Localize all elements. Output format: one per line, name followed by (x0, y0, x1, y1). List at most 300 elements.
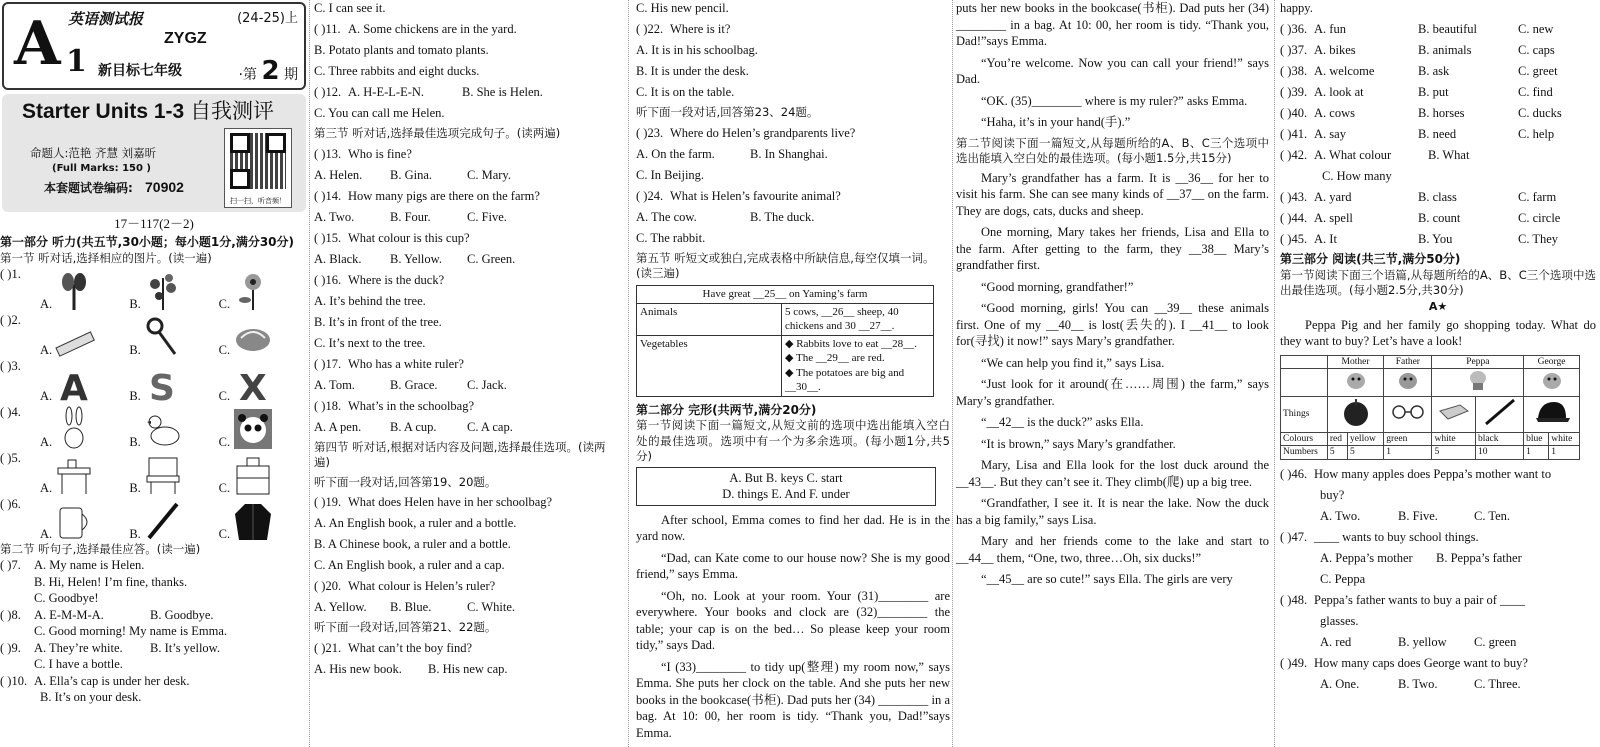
text-line: C. Three rabbits and eight ducks. (314, 64, 480, 78)
number-cell: 10 (1475, 446, 1523, 460)
passage-a-intro: Peppa Pig and her family go shopping today. What do they want to buy? Let’s have a look! (1280, 317, 1596, 349)
text-line: C. help (1518, 127, 1555, 141)
cloze-question-42 (1280, 147, 1596, 189)
text-line: B. What (1428, 148, 1470, 162)
issue-number: 2 (261, 56, 280, 86)
question-11 (314, 21, 620, 84)
picture-option[interactable] (219, 316, 308, 358)
text-line: A. Tom. (314, 377, 355, 392)
text-line: C. A cap. (467, 419, 513, 434)
number-cell: 5 (1327, 446, 1347, 460)
text-line: ( )19. (314, 495, 342, 510)
word-bank-line: A. But B. keys C. start (729, 470, 843, 485)
text-line: A. It (1314, 232, 1337, 246)
text-line: A. They’re white. (34, 640, 123, 655)
farm-table-head: Have great __25__ on Yaming’s farm (637, 286, 934, 304)
part3-sec1-title: 第一节阅读下面三个语篇,从每题所给的A、B、C三个选项中选出最佳选项。(每小题2.5分,共30分) (1280, 267, 1596, 297)
reading-question-48 (1280, 592, 1596, 655)
eraser-icon (1432, 396, 1476, 432)
cloze-question-45 (1280, 231, 1596, 252)
colours-label: Colours (1281, 432, 1328, 446)
text-line: ____ wants to buy school things. (1314, 529, 1479, 544)
passage1-paragraph: “I (33)________ to tidy up(整理) my room now,” says Emma. She puts her clock on the table. And she puts her new books in the bookcase(书柜). Dad puts her (34) ________ in a bag. At 10: 00, her room is tidy. “Thank you, Dad!”says Emma. (636, 659, 950, 740)
text-line: B. class (1418, 190, 1457, 204)
question-13 (314, 146, 620, 188)
passage2-paragraph: “Just look for it around(在……周围) the farm,” says Mary’s grandfather. (956, 377, 1269, 408)
table-cell (1281, 355, 1328, 369)
text-line: ( )41. (1280, 127, 1308, 141)
text-line: B. A Chinese book, a ruler and a bottle. (314, 537, 511, 552)
picture-question-5 (0, 450, 308, 496)
text-line: C. Peppa (1320, 571, 1366, 586)
option-label: C. (218, 526, 231, 541)
picture-option[interactable] (219, 500, 308, 542)
text-line: ( )17. (314, 356, 342, 371)
question-8 (0, 607, 308, 640)
text-line: A. bikes (1314, 43, 1356, 57)
test-title-cn: 自我测评 (190, 99, 275, 123)
passage1-paragraph-cont: puts her new books in the bookcase(书柜). Dad puts her (34) ________ in a bag. At 10: 00, her room is tidy. “Thank you, Dad!”says Emma. (956, 1, 1269, 48)
text-line: A. Helen. (314, 167, 363, 182)
text-line: B. His new cap. (428, 661, 508, 676)
farm-row-label: Animals (637, 303, 782, 335)
text-line: C. greet (1518, 64, 1558, 78)
paper-name: 英语测试报 (68, 10, 144, 28)
svg-text:X: X (238, 368, 267, 410)
passage2-paragraph: “Good morning, girls! You can __39__ these animals first. One of my __40__ is lost(丢失的). I __41__ to look for(寻找) it now!” says Mary’s grandfather. (956, 301, 1269, 349)
text-line: A. look at (1314, 85, 1364, 99)
text-line: ( )24. (636, 188, 664, 203)
reading-question-46 (1280, 466, 1596, 529)
picture-option[interactable] (129, 454, 218, 496)
svg-text:S: S (149, 368, 176, 410)
text-line: A. Black. (314, 251, 362, 266)
question-12 (314, 84, 620, 126)
picture-option[interactable] (219, 270, 308, 312)
picture-option[interactable] (40, 316, 129, 358)
newspaper-header (2, 2, 306, 90)
text-line: How many caps does George want to buy? (1314, 655, 1528, 670)
text-line: ( )15. (314, 230, 342, 245)
text-line: ( )42. (1280, 148, 1308, 162)
passage2-tail: happy. (1280, 1, 1313, 15)
option-label: B. (129, 296, 141, 311)
text-line: B. Gina. (390, 167, 433, 182)
text-line: C. circle (1518, 211, 1561, 225)
passage-a-label: A★ (1428, 300, 1448, 314)
colour-cell: blue (1524, 432, 1549, 446)
picture-option[interactable] (129, 408, 218, 450)
term-label: (24-25)上 (237, 11, 298, 26)
number-cell: 5 (1432, 446, 1476, 460)
dialogue-3-note: 听下面一段对话,回答第23、24题。 (636, 105, 819, 119)
text-line: C. Five. (467, 209, 507, 224)
cloze-question-44 (1280, 210, 1596, 231)
text-line: Who is fine? (348, 146, 412, 161)
text-line: C. Three. (1474, 676, 1521, 691)
text-line: A. yard (1314, 190, 1352, 204)
text-line: B. She is Helen. (462, 85, 543, 99)
question-9 (0, 640, 308, 673)
passage1-paragraph: “Oh, no. Look at your room. Your (31)________ are everywhere. Your books and clock are (32)________ the table; your cap is on the bed… So please keep your room tidy,” says Dad. (636, 588, 950, 653)
text-line: ( )40. (1280, 106, 1308, 120)
reading-questions (1280, 466, 1596, 697)
text-line: C. An English book, a ruler and a cap. (314, 558, 505, 573)
column-4 (956, 0, 1269, 747)
text-line: B. Four. (390, 209, 431, 224)
text-line: What colour is this cup? (348, 230, 470, 245)
text-line: ( )36. (1280, 22, 1308, 36)
farm-row-label: Vegetables (637, 335, 782, 396)
drawer-icon (233, 454, 273, 496)
part1-title: 第一部分 听力(共五节,30小题；每小题1分,满分30分) (0, 235, 295, 250)
option-label: A. (40, 480, 53, 495)
option-label: B. (129, 388, 141, 403)
text-line: C. White. (467, 600, 516, 615)
part3-title: 第三部分 阅读(共三节,满分50分) (1280, 252, 1461, 266)
part1-sec4-title: 第四节 听对话,根据对话内容及问题,选择最佳选项。(读两遍) (314, 439, 606, 469)
text-line: B. horses (1418, 106, 1465, 120)
paper-code: ZYGZ (164, 30, 207, 47)
text-line: ( )21. (314, 640, 342, 655)
column-5 (1280, 0, 1596, 747)
logo-letter: A (14, 9, 61, 79)
picture-question-6 (0, 496, 308, 542)
shopping-table (1280, 355, 1580, 460)
picture-option[interactable] (40, 270, 129, 312)
text-line: Where do Helen’s grandparents live? (670, 125, 856, 140)
text-line: How many apples does Peppa’s mother want to (1314, 466, 1552, 481)
text-line: A. A pen. (314, 419, 362, 434)
text-line: C. His new pencil. (636, 1, 729, 15)
text-line: ( )44. (1280, 211, 1308, 225)
colour-cell: white (1549, 432, 1580, 446)
text-line: B. need (1418, 127, 1457, 141)
text-line: ( )13. (314, 146, 342, 161)
reading-question-47 (1280, 529, 1596, 592)
passage2-paragraph: “It is brown,” says Mary’s grandfather. (981, 436, 1176, 451)
test-title-box (2, 94, 306, 212)
text-line: ( )48. (1280, 592, 1308, 607)
text-line: What does Helen have in her schoolbag? (348, 495, 553, 510)
part1-sec5-title: 第五节 听短文或独白,完成表格中所缺信息,每空仅填一词。(读三遍) (636, 250, 935, 280)
picture-question-4 (0, 404, 308, 450)
picture-option[interactable] (218, 362, 308, 410)
text-line: C. I have a bottle. (34, 657, 123, 672)
text-line: C. Good morning! My name is Emma. (34, 624, 228, 639)
number-cell: 1 (1549, 446, 1580, 460)
pen-icon (143, 500, 183, 542)
reading-question-49 (1280, 655, 1596, 697)
text-line: A. Two. (1320, 508, 1361, 523)
picture-question-3 (0, 358, 308, 410)
passage1-paragraph: After school, Emma comes to find her dad. He is in the yard now. (636, 512, 950, 544)
member-header: Father (1384, 355, 1432, 369)
letter-a-icon (54, 362, 94, 410)
cloze-question-39 (1280, 84, 1596, 105)
text-line: ( )43. (1280, 190, 1308, 204)
text-line: C. In Beijing. (636, 167, 705, 182)
text-line: B. put (1418, 85, 1449, 99)
picture-option[interactable] (129, 316, 218, 358)
text-line: C. They (1518, 232, 1559, 246)
part2-sec2-title: 第二节阅读下面一篇短文,从每题所给的A、B、C三个选项中选出能填入空白处的最佳选项。(每小题1.5分,共15分) (956, 135, 1269, 165)
passage2-paragraph: Mary, Lisa and Ella look for the lost duck around the __43__. But they can’t see it. They climb(爬) up a big tree. (956, 458, 1269, 489)
authors: 命题人:范艳 齐慧 刘嘉昕 (30, 146, 157, 160)
colour-cell: white (1432, 432, 1476, 446)
question-number: ( )4. (0, 405, 21, 420)
sec3-questions (314, 146, 620, 272)
passage2-paragraph: Mary’s grandfather has a farm. It is __36__ for her to visit his farm. She can see many kinds of __37__ on the farm. They are dogs, cats, ducks and sheep. (956, 170, 1269, 218)
text-line: C. new (1518, 22, 1554, 36)
text-line: Where is the duck? (348, 272, 445, 287)
option-label: A. (40, 526, 53, 541)
text-line: C. It is on the table. (636, 85, 735, 99)
ruler-icon (54, 316, 94, 358)
picture-option[interactable] (40, 500, 129, 542)
cloze-question-43 (1280, 189, 1596, 210)
question-16 (314, 272, 620, 356)
colour-cell: red (1327, 432, 1347, 446)
word-bank-box (636, 467, 936, 506)
text-line: A. What colour (1314, 148, 1392, 162)
text-line: A. spell (1314, 211, 1353, 225)
text-line: C. Jack. (467, 377, 507, 392)
text-line: ( )22. (636, 22, 664, 36)
text-line: ( )7. (0, 558, 21, 573)
pig-peppa-icon (1432, 369, 1524, 397)
text-line: A. E-M-M-A. (34, 607, 104, 622)
option-label: A. (40, 296, 53, 311)
picture-option[interactable] (40, 408, 129, 450)
text-line: ( )46. (1280, 466, 1308, 481)
text-line: B. The duck. (750, 209, 815, 224)
colour-cell: black (1475, 432, 1523, 446)
picture-option[interactable] (219, 408, 308, 450)
numbers-row (1281, 446, 1580, 460)
table-cell (1281, 369, 1328, 397)
text-line: B. Peppa’s father (1436, 550, 1522, 565)
option-label: B. (129, 526, 141, 541)
text-line: A. The cow. (636, 209, 697, 224)
text-line: ( )47. (1280, 529, 1308, 544)
text-line: B. beautiful (1418, 22, 1478, 36)
question-23 (636, 125, 950, 188)
text-line: ( )38. (1280, 64, 1308, 78)
column-2 (314, 0, 620, 747)
question-number: ( )2. (0, 313, 21, 328)
page-code: 17－117(2－2) (114, 216, 194, 231)
text-line: B. Potato plants and tomato plants. (314, 43, 489, 57)
picture-option[interactable] (129, 270, 218, 312)
option-label: C. (218, 296, 231, 311)
text-line: How many pigs are there on the farm? (348, 188, 540, 203)
cloze-question-40 (1280, 105, 1596, 126)
question-7 (0, 557, 308, 607)
question-19 (314, 494, 620, 578)
rabbit-icon (54, 408, 94, 450)
text-line: A. It’s behind the tree. (314, 293, 426, 308)
test-code (44, 178, 184, 197)
text-line: C. You can call me Helen. (314, 106, 445, 120)
passage2-paragraph: “Grandfather, I see it. It is near the lake. Now the duck has a big family,” says Lisa. (956, 496, 1269, 527)
flower-icon (233, 270, 273, 312)
text-line: What is Helen’s favourite animal? (670, 188, 841, 203)
text-line: glasses. (1320, 613, 1359, 628)
text-line: A. An English book, a ruler and a bottle. (314, 516, 517, 531)
text-line: ◆ The potatoes are big and __30__. (785, 366, 905, 394)
member-header: George (1524, 355, 1580, 369)
part1-sec1-title: 第一节 听对话,选择相应的图片。(读一遍) (0, 250, 212, 265)
text-line: ( )14. (314, 188, 342, 203)
text-line: B. Grace. (390, 377, 438, 392)
passage1-paragraph: “Dad, can Kate come to our house now? She is my good friend,” says Emma. (636, 550, 950, 582)
text-line: C. Green. (467, 251, 516, 266)
cloze-question-38 (1280, 63, 1596, 84)
grade-label: 新目标七年级 (98, 63, 182, 79)
question-21 (314, 640, 620, 682)
bread-icon (233, 316, 273, 358)
text-line: C. The rabbit. (636, 230, 706, 245)
cloze-question-41 (1280, 126, 1596, 147)
text-line: B. Five. (1398, 508, 1438, 523)
text-line: B. It is under the desk. (636, 64, 749, 78)
text-line: C. Ten. (1474, 508, 1511, 523)
text-line: A. His new book. (314, 661, 402, 676)
passage2-paragraph: Mary and her friends come to the lake and start to __44__ them, “One, two, three…Oh, six ducks!” (956, 534, 1269, 565)
colour-cell: yellow (1347, 432, 1383, 446)
text-line: ◆ Rabbits love to eat __28__. (785, 337, 917, 350)
text-line: ( )49. (1280, 655, 1308, 670)
option-label: C. (218, 388, 231, 403)
text-line: A. cows (1314, 106, 1355, 120)
duck-icon (143, 408, 183, 450)
letter-x-icon (233, 362, 273, 410)
text-line: A. say (1314, 127, 1346, 141)
colours-row (1281, 432, 1580, 446)
part1-sec3-title: 第三节 听对话,选择最佳选项完成句子。(读两遍) (314, 126, 561, 140)
text-line: What colour is Helen’s ruler? (348, 579, 496, 594)
picture-questions (0, 266, 308, 542)
text-line: B. You (1418, 232, 1453, 246)
text-line: B. Yellow. (390, 251, 442, 266)
number-cell: 1 (1384, 446, 1432, 460)
question-24 (636, 188, 950, 251)
text-line: B. In Shanghai. (750, 146, 828, 161)
chair-icon (143, 454, 183, 496)
text-line: Where is it? (670, 22, 731, 36)
text-line: C. farm (1518, 190, 1557, 204)
apple-icon (1327, 396, 1383, 432)
text-line: C. caps (1518, 43, 1555, 57)
text-line: ( )18. (314, 398, 342, 413)
vegetable-icon (54, 270, 94, 312)
text-line: A. welcome (1314, 64, 1375, 78)
question-17 (314, 356, 620, 398)
passage2-paragraph: “We can help you find it,” says Lisa. (981, 355, 1165, 370)
text-line: C. Goodbye! (34, 591, 99, 606)
question-14 (314, 188, 620, 230)
text-line: A. On the farm. (636, 146, 715, 161)
picture-option[interactable] (129, 362, 218, 410)
plant-icon (143, 270, 183, 312)
qr-code-icon[interactable] (224, 128, 292, 208)
panda-icon (233, 408, 273, 450)
question-number: ( )6. (0, 497, 21, 512)
full-marks: (Full Marks: 150 ) (52, 163, 151, 174)
text-line: ( )45. (1280, 232, 1308, 246)
text-line: C. find (1518, 85, 1553, 99)
passage1-paragraph: “Haha, it’s in your hand(手).” (981, 115, 1131, 129)
question-20 (314, 578, 620, 620)
numbers-label: Numbers (1281, 446, 1328, 460)
desk-icon (54, 454, 94, 496)
text-line: B. Hi, Helen! I’m fine, thanks. (34, 574, 188, 589)
text-line: B. count (1418, 211, 1461, 225)
picture-option[interactable] (40, 362, 129, 410)
text-line: ( )9. (0, 640, 21, 655)
number-cell: 1 (1524, 446, 1549, 460)
text-line: A. Yellow. (314, 600, 367, 615)
text-line: C. I can see it. (314, 1, 386, 15)
svg-text:A: A (60, 368, 88, 410)
text-line: ( )39. (1280, 85, 1308, 99)
farm-row-value: 5 cows, __26__ sheep, 40 chickens and 30 __27__. (782, 303, 934, 335)
test-code-value: 70902 (145, 179, 184, 195)
cloze-options (1280, 21, 1596, 252)
text-line: ( )11. (314, 22, 341, 36)
issue-suffix: 期 (284, 67, 298, 83)
passage2-paragraph: One morning, Mary takes her friends, Lisa and Ella to the farm. After getting to the farm, they __38__ Mary’s grandfather first. (956, 225, 1269, 273)
number-cell: 5 (1347, 446, 1383, 460)
member-header: Peppa (1432, 355, 1524, 369)
cloze-question-36 (1280, 21, 1596, 42)
option-label: B. (129, 434, 141, 449)
key-icon (143, 316, 183, 358)
passage1-paragraph: “OK. (35)________ where is my ruler?” asks Emma. (981, 93, 1248, 108)
picture-question-1 (0, 266, 308, 312)
text-line: B. A cup. (390, 419, 437, 434)
text-line: C. ducks (1518, 106, 1562, 120)
question-10 (0, 673, 308, 706)
column-3 (636, 0, 950, 747)
qr-caption: 扫一扫，听音频！ (230, 196, 286, 205)
option-label: A. (40, 342, 53, 357)
glasses-icon (1384, 396, 1432, 432)
text-line: C. green (1474, 634, 1517, 649)
text-line: Peppa’s father wants to buy a pair of ____ (1314, 592, 1526, 607)
part2-sec1-title: 第一节阅读下面一篇短文,从短文前的选项中选出能填入空白处的最佳选项。选项中有一个为多余选项。(每小题1分,共5分) (636, 418, 950, 463)
picture-option[interactable] (219, 454, 308, 496)
text-line: B. ask (1418, 64, 1450, 78)
question-18 (314, 398, 620, 440)
picture-question-2 (0, 312, 308, 358)
text-line: B. It’s on your desk. (40, 690, 142, 705)
question-15 (314, 230, 620, 272)
option-label: B. (129, 342, 141, 357)
picture-option[interactable] (40, 454, 129, 496)
picture-option[interactable] (129, 500, 218, 542)
text-line: B. Goodbye. (150, 607, 214, 622)
cup-icon (54, 500, 94, 542)
option-label: C. (218, 434, 231, 449)
issue-label (239, 54, 298, 88)
colour-cell: green (1384, 432, 1432, 446)
issue-prefix: ·第 (238, 67, 257, 83)
part1-sec2-title: 第二节 听句子,选择最佳应答。(读一遍) (0, 542, 201, 557)
text-line: B. It’s in front of the tree. (314, 314, 442, 329)
text-line: A. red (1320, 634, 1352, 649)
